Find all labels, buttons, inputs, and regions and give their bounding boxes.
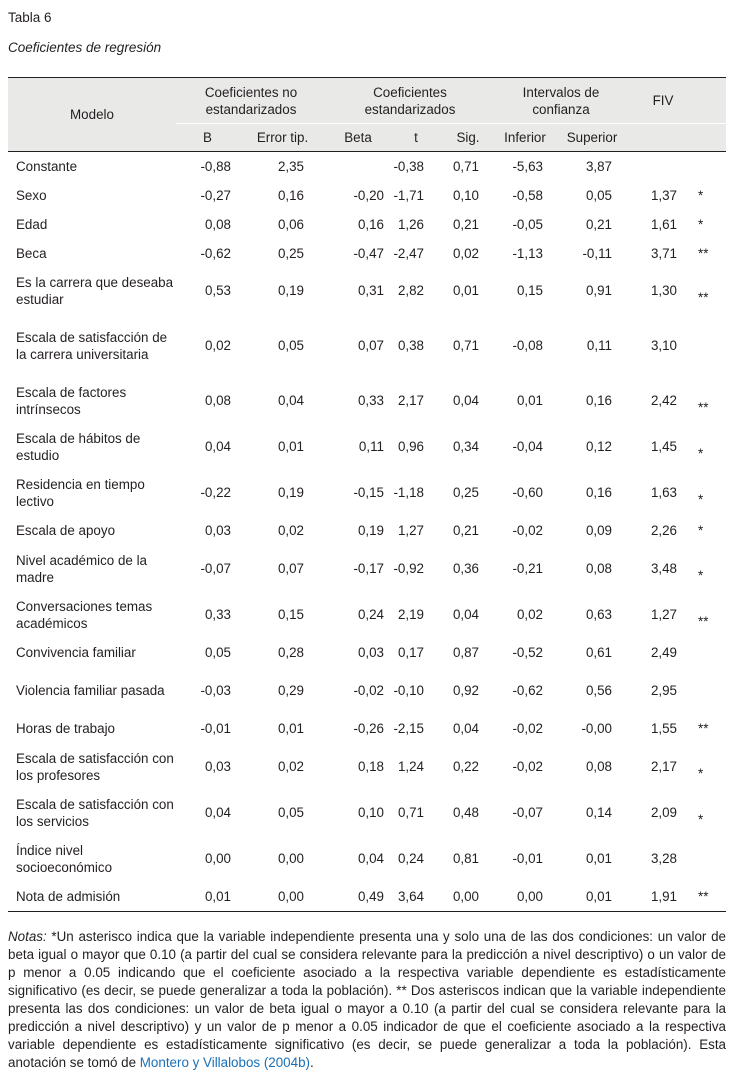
cell-t: -0,38 <box>393 158 424 174</box>
header-modelo: Modelo <box>8 78 176 152</box>
cell-superior: 0,16 <box>585 393 612 408</box>
cell-superior: 0,14 <box>585 805 612 820</box>
table-row <box>8 210 726 239</box>
cell-fiv: 1,27 <box>650 607 677 622</box>
cell-beta: 0,07 <box>357 338 384 353</box>
cell-sig: 0,01 <box>452 283 479 298</box>
cell-sig: 0,81 <box>452 851 479 866</box>
table-row <box>8 239 726 268</box>
header-sig: Sig. <box>442 124 494 152</box>
cell-error: 0,05 <box>277 805 304 820</box>
cell-asterisk <box>698 836 726 882</box>
cell-t: -1,18 <box>393 485 424 500</box>
cell-inferior: -0,21 <box>512 561 543 576</box>
cell-asterisk: * <box>698 766 704 781</box>
cell-error: 0,28 <box>277 645 304 660</box>
cell-error: 2,35 <box>277 158 304 174</box>
cell-error: 0,01 <box>277 721 304 736</box>
header-superior: Superior <box>556 124 628 152</box>
cell-error: 0,02 <box>277 759 304 774</box>
cell-beta: 0,11 <box>358 439 384 454</box>
cell-b: 0,02 <box>204 338 231 353</box>
table-body <box>8 152 726 912</box>
cell-error: 0,04 <box>277 393 304 408</box>
cell-t: 2,19 <box>397 607 424 622</box>
cell-asterisk: * <box>698 187 704 203</box>
table-row <box>8 744 726 790</box>
cell-error: 0,00 <box>277 888 304 904</box>
table-row <box>8 268 726 314</box>
cell-fiv: 2,09 <box>650 805 677 820</box>
cell-sig: 0,04 <box>452 393 479 408</box>
cell-t: 1,24 <box>397 759 424 774</box>
cell-inferior: 0,02 <box>516 607 543 622</box>
cell-fiv: 2,95 <box>650 683 677 698</box>
cell-b: -0,88 <box>200 158 231 174</box>
cell-superior: -0,11 <box>582 245 612 261</box>
cell-modelo: Índice nivel socioeconómico <box>16 842 113 875</box>
table-row <box>8 882 726 912</box>
header-b: B <box>176 124 239 152</box>
cell-fiv: 2,42 <box>650 393 677 408</box>
cell-sig: 0,87 <box>452 645 479 660</box>
cell-beta: -0,20 <box>353 187 384 203</box>
cell-b: 0,08 <box>204 216 231 232</box>
regression-table <box>8 77 726 912</box>
cell-fiv: 1,91 <box>650 888 677 904</box>
cell-inferior: -0,02 <box>512 721 543 736</box>
header-coef-std: Coeficientes estandarizados <box>326 78 494 124</box>
cell-modelo: Escala de satisfacción con los profesores <box>16 750 174 783</box>
cell-error: 0,16 <box>277 187 304 203</box>
cell-inferior: -0,07 <box>512 805 543 820</box>
cell-superior: 0,16 <box>585 485 612 500</box>
cell-asterisk <box>698 152 726 181</box>
cell-inferior: -0,04 <box>512 439 543 454</box>
cell-modelo: Sexo <box>16 187 47 203</box>
cell-b: -0,22 <box>200 485 231 500</box>
cell-fiv: 3,48 <box>650 561 677 576</box>
cell-fiv: 1,55 <box>650 721 677 736</box>
cell-asterisk: * <box>698 492 704 507</box>
cell-fiv: 1,63 <box>650 485 677 500</box>
cell-asterisk <box>698 314 726 378</box>
cell-asterisk: * <box>698 216 704 232</box>
cell-superior: 0,63 <box>585 607 612 622</box>
cell-b: 0,53 <box>204 283 231 298</box>
cell-inferior: -5,63 <box>512 158 543 174</box>
cell-sig: 0,04 <box>452 721 479 736</box>
table-row <box>8 714 726 744</box>
cell-fiv: 1,45 <box>650 439 677 454</box>
cell-inferior: -0,60 <box>512 485 543 500</box>
cell-superior: 0,61 <box>585 645 612 660</box>
cell-inferior: -0,02 <box>512 759 543 774</box>
cell-beta: 0,10 <box>357 805 384 820</box>
cell-b: 0,00 <box>204 851 231 866</box>
table-row <box>8 470 726 516</box>
table-row <box>8 836 726 882</box>
cell-beta: 0,24 <box>357 607 384 622</box>
cell-asterisk: ** <box>698 245 709 261</box>
cell-modelo: Edad <box>16 216 48 232</box>
cell-asterisk: * <box>698 812 704 827</box>
cell-superior: 0,01 <box>585 851 612 866</box>
cell-b: 0,03 <box>204 759 231 774</box>
cell-t: 2,82 <box>397 283 424 298</box>
cell-fiv: 1,37 <box>650 187 677 203</box>
cell-error: 0,06 <box>277 216 304 232</box>
cell-beta: -0,26 <box>353 721 384 736</box>
cell-fiv <box>628 152 698 181</box>
table-row <box>8 152 726 181</box>
cell-beta: 0,18 <box>357 759 384 774</box>
header-fiv: FIV <box>628 78 698 124</box>
cell-asterisk: ** <box>698 888 709 904</box>
cell-inferior: -0,08 <box>512 338 543 353</box>
table-header <box>8 78 726 152</box>
cell-b: 0,04 <box>204 439 231 454</box>
cell-fiv: 3,71 <box>650 245 677 261</box>
cell-error: 0,01 <box>277 439 304 454</box>
cell-fiv: 1,30 <box>650 283 677 298</box>
cell-inferior: 0,01 <box>516 393 543 408</box>
cell-b: 0,03 <box>204 523 231 538</box>
cell-beta: -0,17 <box>353 561 384 576</box>
cell-modelo: Escala de factores intrínsecos <box>16 384 127 417</box>
cell-fiv: 2,26 <box>650 523 677 538</box>
cell-t: -1,71 <box>393 187 424 203</box>
cell-superior: 0,11 <box>586 338 612 353</box>
cell-modelo: Nota de admisión <box>16 888 121 904</box>
cell-sig: 0,71 <box>452 158 479 174</box>
cell-modelo: Escala de apoyo <box>16 523 116 538</box>
cell-inferior: -0,02 <box>512 523 543 538</box>
cell-t: 0,71 <box>397 805 424 820</box>
cell-modelo: Conversaciones temas académicos <box>16 598 153 631</box>
cell-t: 1,26 <box>397 216 424 232</box>
header-error: Error tip. <box>239 124 326 152</box>
cell-superior: 0,12 <box>585 439 612 454</box>
cell-t: -0,10 <box>393 683 424 698</box>
notes-reference-link[interactable]: Montero y Villalobos (2004b) <box>139 1055 310 1070</box>
cell-inferior: -0,52 <box>512 645 543 660</box>
cell-b: 0,01 <box>204 888 231 904</box>
cell-error: 0,00 <box>277 851 304 866</box>
cell-b: 0,04 <box>204 805 231 820</box>
cell-sig: 0,10 <box>452 187 479 203</box>
cell-modelo: Escala de satisfacción de la carrera universitaria <box>16 329 168 362</box>
cell-error: 0,29 <box>277 683 304 698</box>
cell-modelo: Residencia en tiempo lectivo <box>16 476 145 509</box>
header-fiv-sub <box>628 124 698 152</box>
cell-beta: -0,15 <box>353 485 384 500</box>
cell-superior: -0,00 <box>581 721 612 736</box>
cell-b: 0,08 <box>204 393 231 408</box>
cell-asterisk <box>698 668 726 714</box>
table-row <box>8 592 726 638</box>
cell-superior: 0,21 <box>585 216 612 232</box>
cell-asterisk: * <box>698 568 704 583</box>
header-coef-no-std: Coeficientes no estandarizados <box>176 78 326 124</box>
cell-sig: 0,48 <box>452 805 479 820</box>
cell-sig: 0,02 <box>452 245 479 261</box>
table-label: Tabla 6 <box>8 10 52 25</box>
cell-t: 0,38 <box>397 338 424 353</box>
cell-asterisk <box>698 638 726 668</box>
cell-superior: 0,05 <box>585 187 612 203</box>
cell-beta: 0,03 <box>357 645 384 660</box>
table-row <box>8 638 726 668</box>
cell-t: 0,17 <box>397 645 424 660</box>
cell-superior: 0,01 <box>585 888 612 904</box>
header-inferior: Inferior <box>494 124 556 152</box>
cell-modelo: Beca <box>16 245 47 261</box>
cell-fiv: 3,10 <box>650 338 677 353</box>
cell-fiv: 3,28 <box>650 851 677 866</box>
cell-t: 0,96 <box>397 439 424 454</box>
cell-t: -2,47 <box>393 245 424 261</box>
table-row <box>8 181 726 210</box>
cell-b: -0,62 <box>200 245 231 261</box>
cell-superior: 0,08 <box>585 759 612 774</box>
cell-asterisk: ** <box>698 614 709 629</box>
cell-inferior: -0,05 <box>512 216 543 232</box>
table-row <box>8 516 726 546</box>
table-row <box>8 668 726 714</box>
cell-superior: 0,09 <box>585 523 612 538</box>
table-row <box>8 546 726 592</box>
cell-b: -0,07 <box>200 561 231 576</box>
cell-fiv: 1,61 <box>650 216 677 232</box>
cell-superior: 0,91 <box>585 283 612 298</box>
cell-error: 0,15 <box>277 607 304 622</box>
cell-beta: 0,04 <box>357 851 384 866</box>
cell-beta: 0,19 <box>357 523 384 538</box>
cell-asterisk: * <box>698 523 704 538</box>
header-beta: Beta <box>326 124 390 152</box>
cell-sig: 0,21 <box>452 523 479 538</box>
cell-t: -2,15 <box>393 721 424 736</box>
cell-t: 3,64 <box>397 888 424 904</box>
cell-modelo: Convivencia familiar <box>16 645 136 660</box>
cell-b: -0,03 <box>200 683 231 698</box>
cell-fiv: 2,17 <box>650 759 677 774</box>
cell-inferior: 0,15 <box>516 283 543 298</box>
cell-modelo: Escala de satisfacción con los servicios <box>16 796 174 829</box>
cell-sig: 0,34 <box>452 439 479 454</box>
cell-asterisk: * <box>698 446 704 461</box>
cell-beta: -0,47 <box>353 245 384 261</box>
cell-inferior: 0,00 <box>516 888 543 904</box>
cell-error: 0,25 <box>277 245 304 261</box>
cell-sig: 0,36 <box>452 561 479 576</box>
cell-superior: 0,56 <box>585 683 612 698</box>
cell-asterisk: ** <box>698 400 709 415</box>
cell-modelo: Nivel académico de la madre <box>16 552 147 585</box>
table-title: Coeficientes de regresión <box>8 40 162 55</box>
cell-inferior: -0,01 <box>512 851 543 866</box>
cell-sig: 0,71 <box>452 338 479 353</box>
notes-lead: Notas: <box>8 929 47 944</box>
cell-b: -0,27 <box>200 187 231 203</box>
table-row <box>8 424 726 470</box>
cell-inferior: -0,62 <box>512 683 543 698</box>
cell-t: 2,17 <box>397 393 424 408</box>
cell-beta <box>326 152 390 181</box>
cell-t: -0,92 <box>393 561 424 576</box>
cell-modelo: Escala de hábitos de estudio <box>16 430 141 463</box>
cell-sig: 0,92 <box>452 683 479 698</box>
header-intervalos: Intervalos de confianza <box>494 78 628 124</box>
cell-sig: 0,22 <box>452 759 479 774</box>
cell-sig: 0,04 <box>452 607 479 622</box>
table-row <box>8 378 726 424</box>
cell-b: 0,05 <box>204 645 231 660</box>
cell-sig: 0,21 <box>452 216 479 232</box>
cell-sig: 0,25 <box>452 485 479 500</box>
table-notes <box>8 928 726 1072</box>
cell-t: 1,27 <box>397 523 424 538</box>
cell-error: 0,19 <box>277 283 304 298</box>
cell-beta: 0,49 <box>357 888 384 904</box>
cell-sig: 0,00 <box>452 888 479 904</box>
notes-body: *Un asterisco indica que la variable independiente presenta una y solo una de las dos condiciones: un valor de beta igual o mayor que 0.10 (a partir del cual se considera relevante para la predicción a nivel descriptivo) o un valor de p menor a 0.05 indicando que el coeficiente asociado a la respectiva variable dependiente es estadísticamente significativo (es decir, se puede generalizar a toda la población). ** Dos asteriscos indican que la variable independiente presenta las dos condiciones: un valor de beta igual o mayor a 0.10 (a partir del cual se considera relevante para la predicción a nivel descriptivo) y un valor de p menor a 0.05 indicador de que el coeficiente asociado a la respectiva variable dependiente es estadísticamente significativo (es decir, se puede generalizar a toda la población). Esta anotación se tomó de <box>8 929 726 1070</box>
table-row <box>8 790 726 836</box>
cell-error: 0,02 <box>277 523 304 538</box>
table-row <box>8 314 726 378</box>
cell-fiv: 2,49 <box>650 645 677 660</box>
cell-superior: 3,87 <box>585 158 612 174</box>
cell-b: 0,33 <box>204 607 231 622</box>
cell-modelo: Constante <box>16 158 78 174</box>
cell-modelo: Violencia familiar pasada <box>16 683 165 698</box>
cell-beta: 0,33 <box>357 393 384 408</box>
cell-modelo: Es la carrera que deseaba estudiar <box>16 274 174 307</box>
cell-error: 0,05 <box>277 338 304 353</box>
cell-error: 0,19 <box>277 485 304 500</box>
cell-beta: 0,31 <box>357 283 384 298</box>
cell-asterisk: ** <box>698 721 709 736</box>
header-ast-sub <box>698 124 726 152</box>
cell-superior: 0,08 <box>585 561 612 576</box>
cell-beta: -0,02 <box>353 683 384 698</box>
header-t: t <box>390 124 442 152</box>
cell-beta: 0,16 <box>357 216 384 232</box>
cell-t: 0,24 <box>397 851 424 866</box>
cell-error: 0,07 <box>277 561 304 576</box>
notes-end: . <box>309 1055 314 1070</box>
cell-modelo: Horas de trabajo <box>16 721 115 736</box>
cell-inferior: -1,13 <box>512 245 543 261</box>
cell-b: -0,01 <box>200 721 231 736</box>
header-ast-spacer <box>698 78 726 124</box>
cell-inferior: -0,58 <box>512 187 543 203</box>
cell-asterisk: ** <box>698 290 709 305</box>
